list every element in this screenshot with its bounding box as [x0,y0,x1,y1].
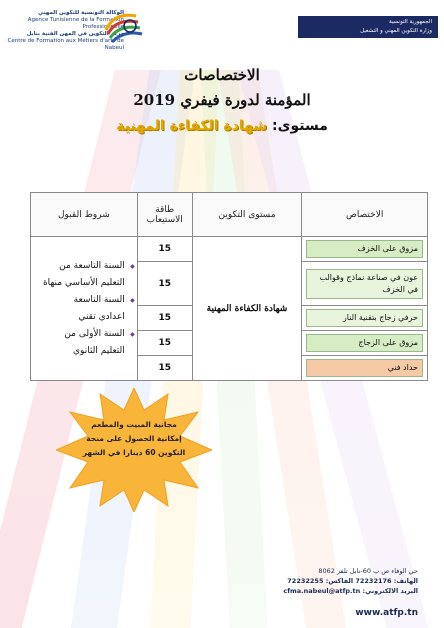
specialty-label: مزوق على الخزف [306,240,423,258]
condition-item: التعليم الأساسي منهاة [42,277,125,288]
ministry-line-2: وزارة التكوين المهني و التشغيل [360,28,432,34]
page-title: الاختصاصات [184,66,260,84]
page-header [0,0,444,52]
level-heading-label: مستوى: [272,118,328,134]
org-name-fr-2: Centre de Formation aux Métiers d'arts de Nabeul [7,38,124,51]
header-level: مستوى التكوين [192,193,302,237]
admission-conditions-cell [31,237,138,381]
specialty-cell [302,331,428,356]
capacity-cell: 15 [137,331,192,356]
contact-address: حي الوفاء ص ب 60-نابل تلفز 8062 [318,567,418,575]
condition-item: ◆ السنة التاسعة من [35,258,133,275]
table-row [31,237,428,262]
specialty-cell [302,306,428,331]
starburst-line-2: إمكانية الحصول على منحة [86,434,182,443]
condition-item: التعليم الثانوي [73,345,125,356]
capacity-cell: 15 [137,306,192,331]
level-heading [0,118,444,134]
specialty-label: مزوق على الزجاج [306,334,423,352]
ministry-line-1: الجمهورية التونسية [389,19,432,25]
header-conditions: شروط القبول [31,193,138,237]
atfp-logo-icon [100,10,146,44]
org-name-ar-1: الوكالة التونسية للتكوين المهني [38,10,124,16]
contact-email[interactable]: البريد الالكتروني: cfma.nabeul@atfp.tn [283,587,418,595]
condition-item: اعدادي تقني [78,311,125,322]
contact-block [208,566,418,596]
capacity-cell: 15 [137,237,192,262]
specialties-table [30,192,428,381]
condition-item: ◆ السنة التاسعة [35,292,133,309]
starburst-text [66,418,202,460]
website-link[interactable]: www.atfp.tn [355,608,418,618]
specialty-cell [302,237,428,262]
level-heading-value: شهادة الكفاءة المهنية [116,118,268,134]
capacity-cell: 15 [137,262,192,306]
ministry-banner [298,16,438,38]
header-capacity: طاقة الاستيعاب [137,193,192,237]
specialty-cell [302,262,428,306]
admission-conditions-list [35,258,133,360]
table-header-row [31,193,428,237]
org-name-ar-2: مركز التكوين في المهن الفنية بنابل [26,31,124,37]
header-specialty: الاختصاص [302,193,428,237]
training-level-cell: شهادة الكفاءة المهنية [192,237,302,381]
condition-item: ◆ السنة الأولى من [35,326,133,343]
specialty-cell [302,356,428,381]
specialty-label: حداد فني [306,359,423,377]
starburst-line-3: التكوين 60 دينارا في الشهر [82,448,186,457]
specialty-label: حرفي زجاج بتقنية النار [306,309,423,327]
page-subtitle: المؤمنة لدورة فيفري 2019 [133,91,311,109]
capacity-cell: 15 [137,356,192,381]
contact-phone: الهاتف: 72232176 الفاكس: 72232255 [287,577,418,585]
specialty-label: عون في صناعة نماذج وقوالب في الخزف [306,269,423,299]
org-name-fr-1: Agence Tunisienne de la Formation Professionnelle [27,17,124,30]
starburst-line-1: مجانية المبيت والمطعم [91,420,177,429]
